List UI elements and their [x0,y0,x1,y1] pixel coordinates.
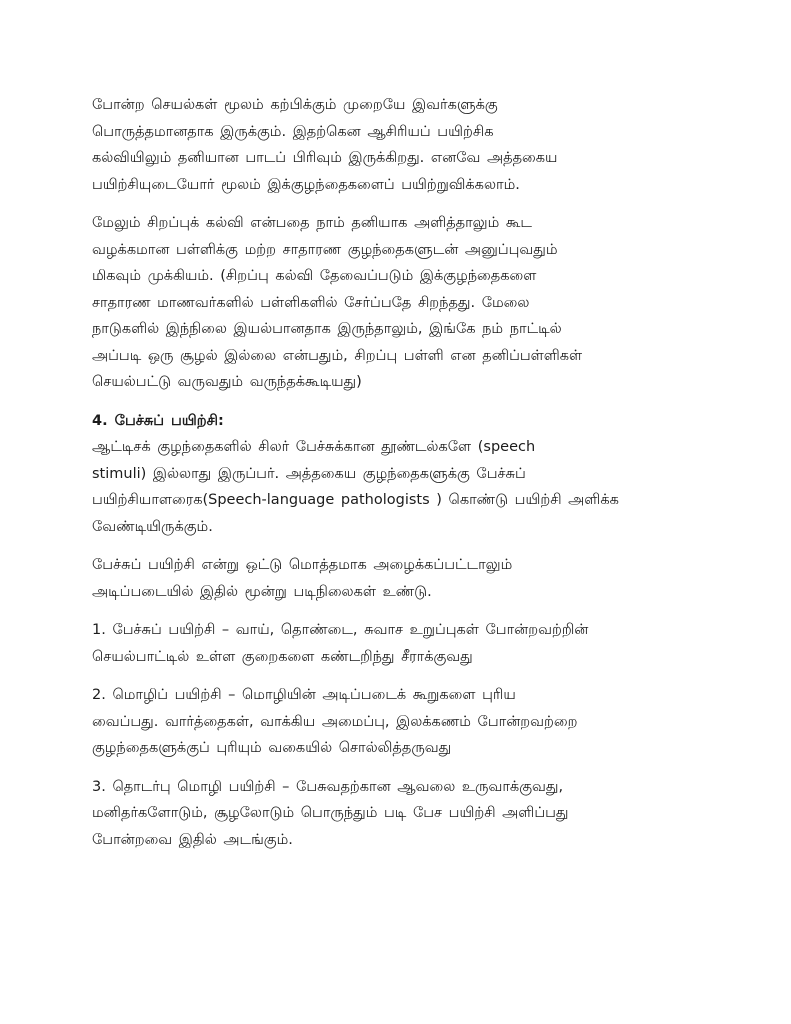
text-line: பயிற்சியாளரைக(Speech-language pathologists ) கொண்டு பயிற்சி அளிக்க [92,492,619,508]
text-line: பொருத்தமானதாக இருக்கும். இதற்கென ஆசிரியப் பயிற்சிக [92,123,494,140]
text-line: வழக்கமான பள்ளிக்கு மற்ற சாதாரண குழந்தைகளுடன் அனுப்புவதும் [92,241,558,258]
text-line: நாடுகளில் இந்நிலை இயல்பானதாக இருந்தாலும், இங்கே நம் நாட்டில் [92,321,562,337]
text-line: குழந்தைகளுக்குப் புரியும் வகையில் சொல்லித்தருவது [92,740,452,756]
section-heading: 4. பேச்சுப் பயிற்சி: [92,412,224,429]
text-line: செயல்பாட்டில் உள்ள குறைகளை கண்டறிந்து சீராக்குவது [92,648,473,665]
text-line: stimuli) இல்லாது இருப்பர். அத்தகைய குழந்தைகளுக்கு பேச்சுப் [92,465,526,482]
document-page [92,92,752,865]
text-line: கல்வியிலும் தனியான பாடப் பிரிவும் இருக்கிறது. எனவே அத்தகைய [92,150,558,166]
list-item-level-2 [92,682,752,762]
text-line: மேலும் சிறப்புக் கல்வி என்பதை நாம் தனியாக அளித்தாலும் கூட [92,215,532,231]
list-item-level-1 [92,617,752,670]
paragraph-speech-training [92,408,752,541]
text-line: பயிற்சியுடையோர் மூலம் இக்குழந்தைகளைப் பயிற்றுவிக்கலாம். [92,176,520,193]
text-line: செயல்பட்டு வருவதும் வருந்தக்கூடியது) [92,374,362,390]
text-line: அப்படி ஒரு சூழல் இல்லை என்பதும், சிறப்பு பள்ளி என தனிப்பள்ளிகள் [92,347,583,364]
text-line: சாதாரண மாணவர்களில் பள்ளிகளில் சேர்ப்பதே சிறந்தது. மேலை [92,294,530,311]
text-line: பேச்சுப் பயிற்சி என்று ஒட்டு மொத்தமாக அழைக்கப்பட்டாலும் [92,557,513,573]
text-line: போன்றவை இதில் அடங்கும். [92,831,293,848]
text-line: ஆட்டிசக் குழந்தைகளில் சிலர் பேச்சுக்கான தூண்டல்களே (speech [92,439,536,455]
text-line: 1. பேச்சுப் பயிற்சி – வாய், தொண்டை, சுவாச உறுப்புகள் போன்றவற்றின் [92,622,589,638]
text-line: 3. தொடர்பு மொழி பயிற்சி – பேசுவதற்கான ஆவலை உருவாக்குவது, [92,778,564,795]
text-line: வேண்டியிருக்கும். [92,518,213,535]
text-line: 2. மொழிப் பயிற்சி – மொழியின் அடிப்படைக் கூறுகளை புரிய [92,687,516,703]
text-line: போன்ற செயல்கள் மூலம் கற்பிக்கும் முறையே இவர்களுக்கு [92,97,498,113]
list-item-level-3 [92,774,752,854]
paragraph-intro-continued [92,92,752,198]
text-line: மிகவும் முக்கியம். (சிறப்பு கல்வி தேவைப்படும் இக்குழந்தைகளை [92,268,537,284]
text-line: வைப்பது. வார்த்தைகள், வாக்கிய அமைப்பு, இலக்கணம் போன்றவற்றை [92,713,578,730]
text-line: அடிப்படையில் இதில் மூன்று படிநிலைகள் உண்டு. [92,583,432,600]
text-line: மனிதர்களோடும், சூழலோடும் பொருந்தும் படி பேச பயிற்சி அளிப்பது [92,805,569,821]
paragraph-special-education [92,210,752,396]
paragraph-three-levels [92,552,752,605]
